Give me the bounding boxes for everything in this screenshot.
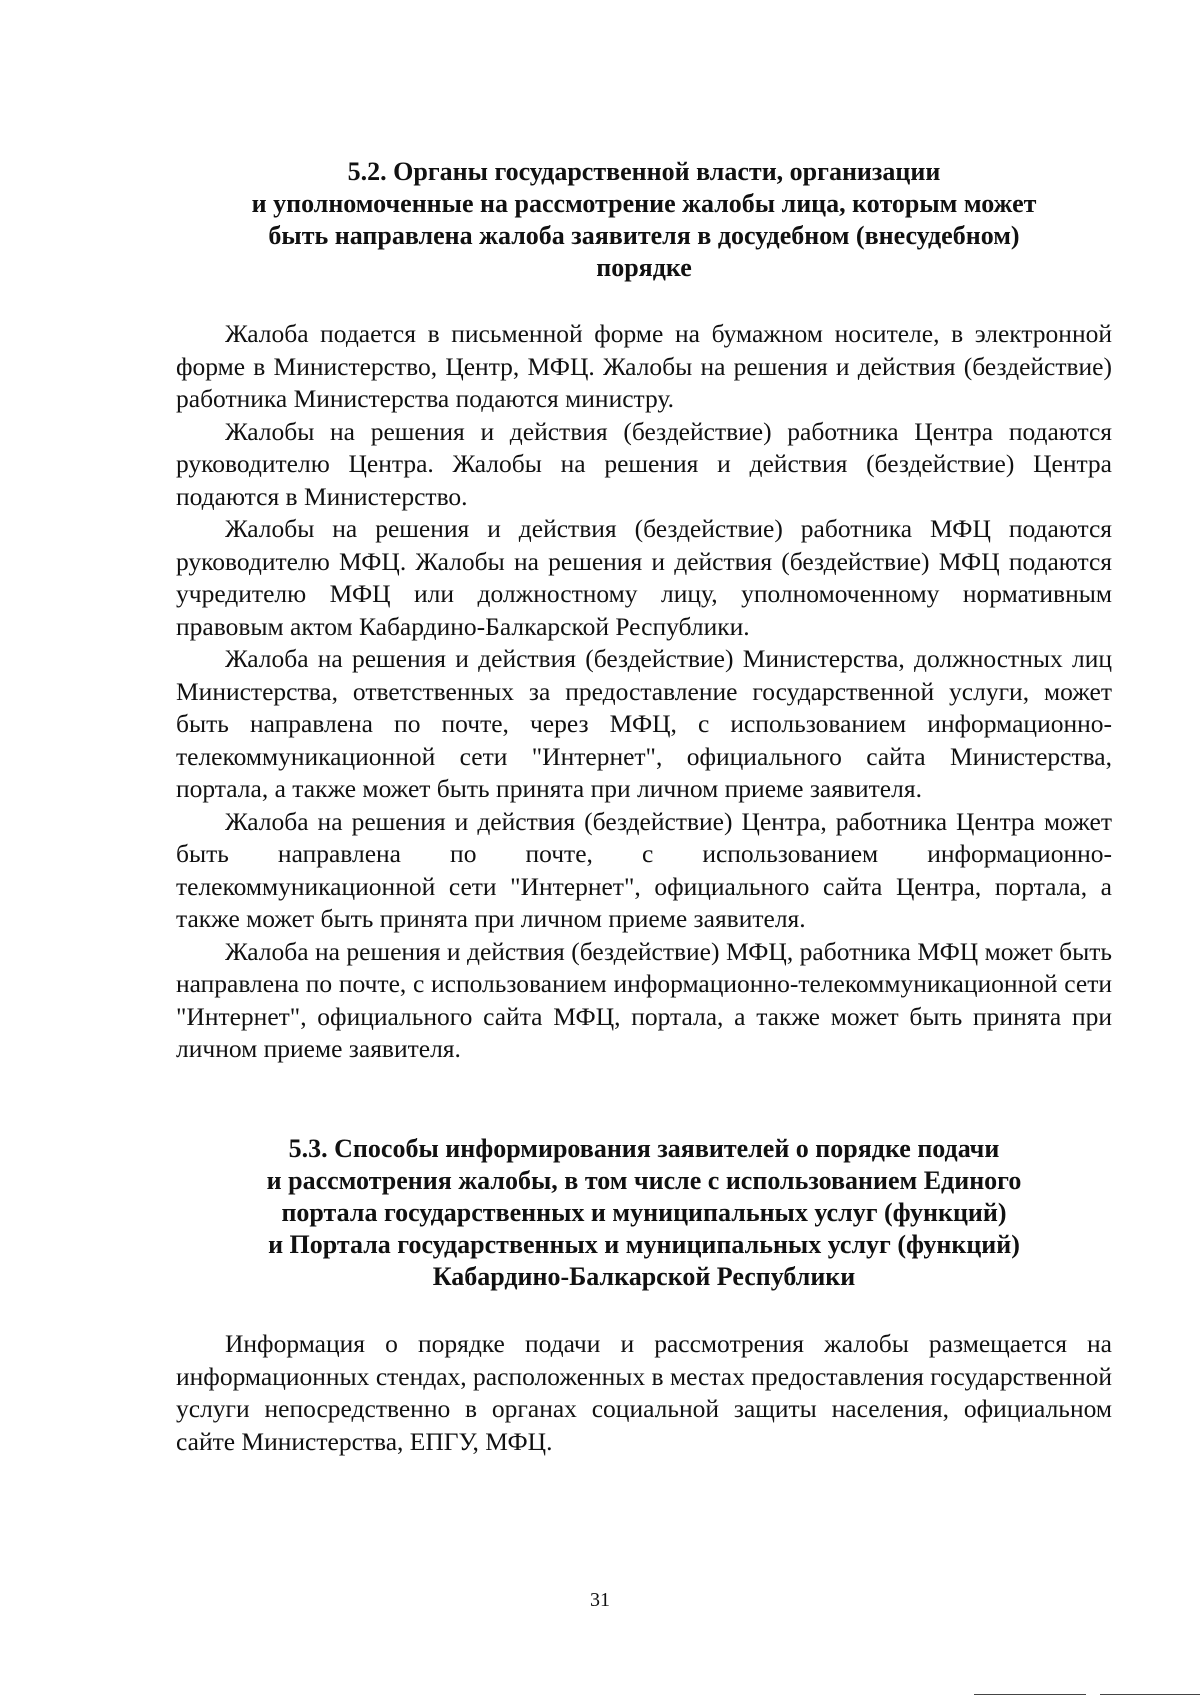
- section-5-3-heading: [176, 1133, 1112, 1293]
- heading-line: быть направлена жалоба заявителя в досудебном (внесудебном): [268, 221, 1020, 250]
- paragraph: Жалоба подается в письменной форме на бумажном носителе, в электронной форме в Министерство, Центр, МФЦ. Жалобы на решения и действия (бездействие) работника Министерства подаются министру.: [176, 319, 1112, 413]
- footer-rule: [974, 1694, 1086, 1695]
- page-number: 31: [590, 1589, 610, 1611]
- heading-line: 5.2. Органы государственной власти, организации: [347, 157, 941, 186]
- footer-rule: [1100, 1694, 1200, 1695]
- paragraph: Информация о порядке подачи и рассмотрения жалобы размещается на информационных стендах, расположенных в местах предоставления государственной услуги непосредственно в органах социальной защиты населения, официальном сайте Министерства, ЕПГУ, МФЦ.: [176, 1329, 1112, 1456]
- section-5-3-body: [176, 1328, 1112, 1458]
- paragraph: Жалобы на решения и действия (бездействие) работника МФЦ подаются руководителю МФЦ. Жалобы на решения и действия (бездействие) МФЦ подаются учредителю МФЦ или должностному лицу, уполномоченному нормативным правовым актом Кабардино-Балкарской Республики.: [176, 514, 1112, 641]
- heading-line: порядке: [596, 253, 692, 282]
- heading-line: 5.3. Способы информирования заявителей о порядке подачи: [288, 1134, 1000, 1163]
- section-5-2-heading: [176, 156, 1112, 284]
- paragraph: Жалоба на решения и действия (бездействие) МФЦ, работника МФЦ может быть направлена по почте, с использованием информационно-телекоммуникационной сети "Интернет", официального сайта МФЦ, портала, а также может быть принята при личном приеме заявителя.: [176, 936, 1112, 1063]
- heading-line: и рассмотрения жалобы, в том числе с использованием Единого: [266, 1166, 1022, 1195]
- paragraph: Жалобы на решения и действия (бездействие) работника Центра подаются руководителю Центра. Жалобы на решения и действия (бездействие) Центра подаются в Министерство.: [176, 416, 1112, 511]
- heading-line: Кабардино-Балкарской Республики: [432, 1262, 856, 1291]
- heading-line: и Портала государственных и муниципальных услуг (функций): [268, 1230, 1020, 1259]
- section-5-2-body: [176, 318, 1112, 1066]
- paragraph: Жалоба на решения и действия (бездействие) Министерства, должностных лиц Министерства, ответственных за предоставление государственной услуги, может быть направлена по почте, через МФЦ, с использованием информационно-телекоммуникационной сети "Интернет", официального сайта Министерства, портала, а также может быть принята при личном приеме заявителя.: [176, 644, 1112, 803]
- heading-line: портала государственных и муниципальных услуг (функций): [281, 1198, 1007, 1227]
- paragraph: Жалоба на решения и действия (бездействие) Центра, работника Центра может быть направлена по почте, с использованием информационно-телекоммуникационной сети "Интернет", официального сайта Центра, портала, а также может быть принята при личном приеме заявителя.: [176, 806, 1112, 933]
- heading-line: и уполномоченные на рассмотрение жалобы лица, которым может: [251, 189, 1037, 218]
